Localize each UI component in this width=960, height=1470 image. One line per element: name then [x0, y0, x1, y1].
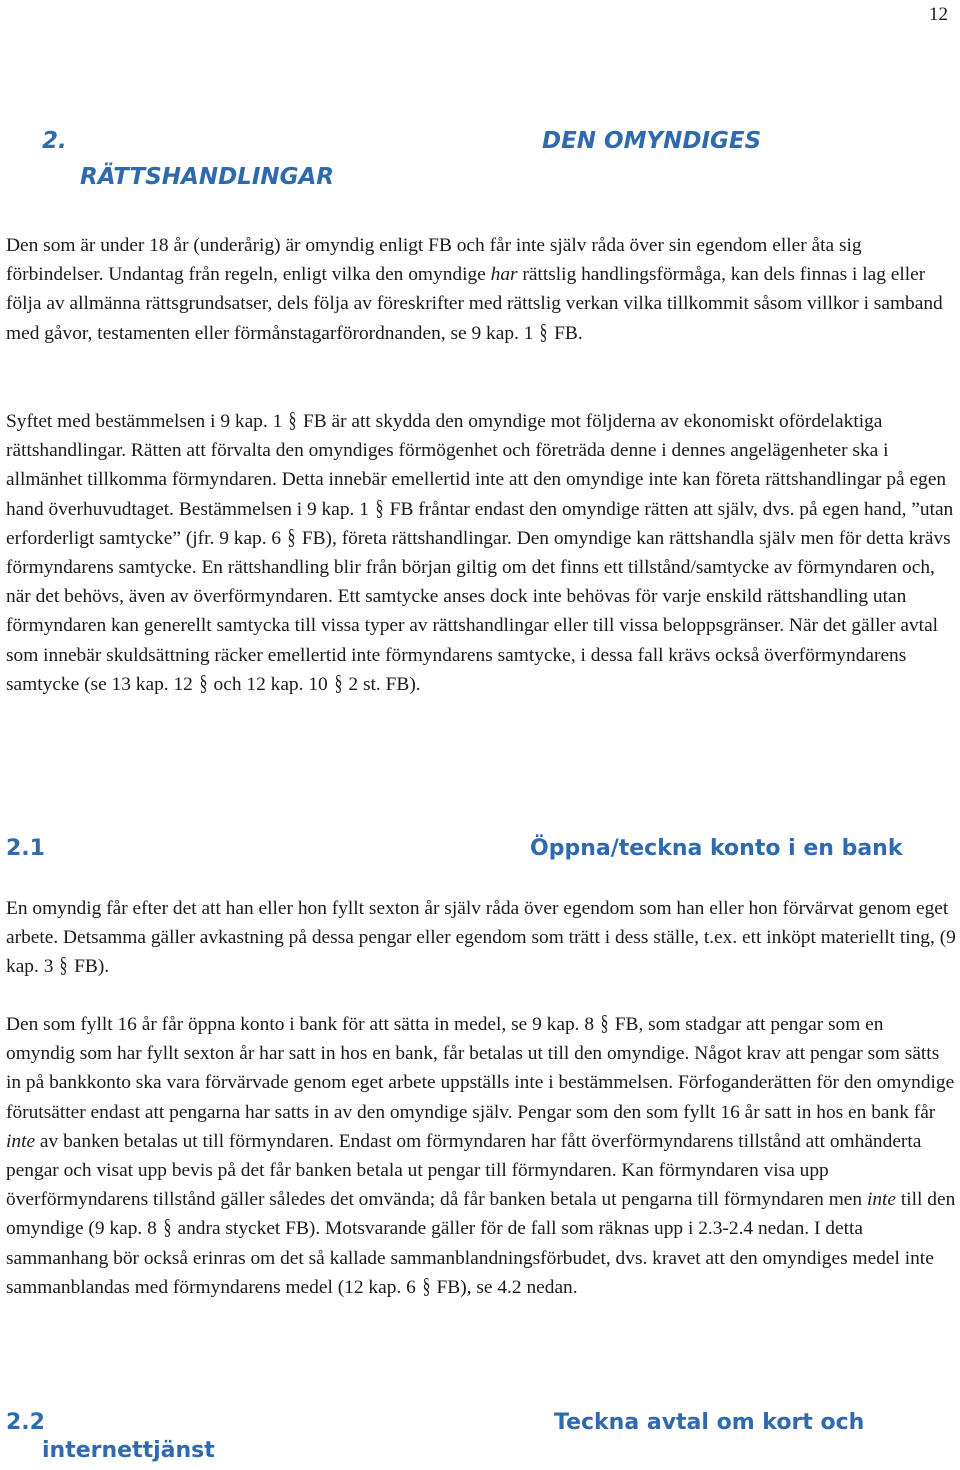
section-sign-icon: §	[600, 1010, 609, 1035]
section-2-2-title-part1: Teckna avtal om kort och	[554, 1410, 865, 1435]
section-sign-icon: §	[334, 669, 342, 695]
paragraph-bank-account: Den som fyllt 16 år får öppna konto i bank för att sätta in medel, se 9 kap. 8 § FB, som stadgar att pengar som en omyndig som har fyllt sexton år har satt in hos en bank, får betalas ut till den omyndige. Något krav att pengar som sätts in på bankkonto ska vara förvärvade genom eget arbete uppställs inte i bestämmelsen. Förfoganderätten för den omyndige förutsätter endast att pengarna har satts in av den omyndige själv. Pengar som den som fyllt 16 år satt in hos en bank får inte av banken betalas ut till förmyndaren. Endast om förmyndaren har fått överförmyndarens tillstånd att omhänderta pengar och visat upp bevis på det får banken betala ut pengar till förmyndaren. Kan förmyndaren visa upp överförmyndarens tillstånd gäller således det omvända; då får banken betala ut pengarna till förmyndaren men inte till den omyndige (9 kap. 8 § andra stycket FB). Motsvarande gäller för de fall som räknas upp i 2.3-2.4 nedan. I detta sammanhang bör också erinras om det så kallade sammanblandningsförbudet, dvs. kravet att den omyndiges medel inte sammanblandas med förmyndarens medel (12 kap. 6 § FB), se 4.2 nedan.	[6, 1010, 956, 1298]
section-sign-icon: §	[422, 1272, 430, 1298]
page-number: 12	[929, 4, 948, 25]
section-2-1-number: 2.1	[6, 836, 45, 861]
chapter-title-part1: DEN OMYNDIGES	[542, 128, 762, 154]
section-2-1-title: Öppna/teckna konto i en bank	[530, 836, 903, 861]
section-sign-icon: §	[539, 318, 548, 344]
chapter-title-part2: RÄTTSHANDLINGAR	[80, 164, 335, 190]
section-sign-icon: §	[288, 407, 297, 432]
section-2-2-title-part2: internettjänst	[42, 1438, 215, 1463]
section-sign-icon: §	[163, 1214, 171, 1240]
paragraph-own-earnings: En omyndig får efter det att han eller hon fyllt sexton år själv råda över egendom som han eller hon förvärvat genom eget arbete. Detsamma gäller avkastning på dessa pengar eller egendom som trätt i dess ställe, t.ex. ett inköpt materiellt ting, (9 kap. 3 § FB).	[6, 898, 956, 978]
section-sign-icon: §	[199, 669, 208, 695]
section-2-2-number: 2.2	[6, 1410, 45, 1435]
section-sign-icon: §	[375, 494, 384, 520]
section-sign-icon: §	[59, 952, 68, 978]
paragraph-purpose: Syftet med bestämmelsen i 9 kap. 1 § FB är att skydda den omyndige mot följderna av ekonomiskt ofördelaktiga rättshandlingar. Rätten att förvalta den omyndiges förmögenhet och företräda denne i dennes angelägenheter ska i allmänhet tillkomma förmyndaren. Detta innebär emellertid inte att den omyndige inte kan företa rättshandlingar på egen hand överhuvudtaget. Bestämmelsen i 9 kap. 1 § FB fråntar endast den omyndige rätten att själv, dvs. på egen hand, ”utan erforderligt samtycke” (jfr. 9 kap. 6 § FB), företa rättshandlingar. Den omyndige kan rättshandla själv men för detta krävs förmyndarens samtycke. En rättshandling blir från början giltig om det finns ett tillstånd/samtycke av förmyndaren och, när det behövs, även av överförmyndaren. Ett samtycke anses dock inte behövas för varje enskild rättshandling utan förmyndaren kan generellt samtycka till vissa typer av rättshandlingar eller till vissa beloppsgränser. När det gäller avtal som innebär skuldsättning räcker emellertid inte förmyndarens samtycke, i dessa fall krävs också överförmyndarens samtycke (se 13 kap. 12 § och 12 kap. 10 § 2 st. FB).	[6, 407, 954, 695]
paragraph-intro: Den som är under 18 år (underårig) är omyndig enligt FB och får inte själv råda över sin egendom eller åta sig förbindelser. Undantag från regeln, enligt vilka den omyndige har rättslig handlingsförmåga, kan dels finnas i lag eller följa av allmänna rättsgrundsatser, dels följa av föreskrifter med rättslig verkan vilka tillkommit såsom villkor i samband med gåvor, testamenten eller förmånstagarförordnanden, se 9 kap. 1 § FB.	[6, 235, 943, 344]
section-sign-icon: §	[287, 523, 296, 549]
chapter-number: 2.	[42, 128, 67, 154]
